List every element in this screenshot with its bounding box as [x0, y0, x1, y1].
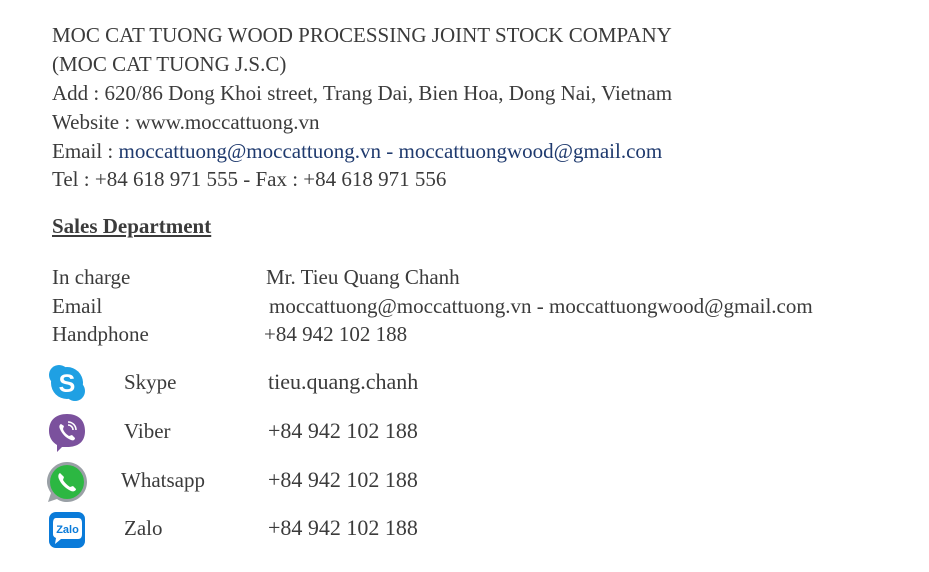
company-website[interactable]: Website : www.moccattuong.vn — [52, 110, 320, 134]
company-name: MOC CAT TUONG WOOD PROCESSING JOINT STOCK COMPANY — [52, 23, 672, 47]
zalo-icon — [47, 510, 87, 550]
company-short-name: (MOC CAT TUONG J.S.C) — [52, 52, 287, 76]
company-email-1[interactable]: moccattuong@moccattuong.vn — [118, 139, 382, 163]
company-email-line — [52, 138, 662, 164]
in-charge-value: Mr. Tieu Quang Chanh — [266, 265, 460, 289]
viber-icon — [47, 412, 87, 452]
handphone-value: +84 942 102 188 — [264, 322, 408, 346]
viber-value: +84 942 102 188 — [268, 418, 418, 443]
viber-label: Viber — [124, 419, 171, 443]
whatsapp-value: +84 942 102 188 — [268, 467, 418, 492]
company-address: Add : 620/86 Dong Khoi street, Trang Dai, Bien Hoa, Dong Nai, Vietnam — [52, 81, 673, 105]
handphone-label: Handphone — [52, 322, 149, 346]
company-email-2[interactable]: moccattuongwood@gmail.com — [398, 139, 663, 163]
sales-email-value[interactable]: moccattuong@moccattuong.vn - moccattuongwood@gmail.com — [269, 294, 813, 318]
svg-text:Zalo: Zalo — [56, 524, 79, 536]
skype-label: Skype — [124, 370, 177, 394]
company-phone-fax: Tel : +84 618 971 555 - Fax : +84 618 971 556 — [52, 167, 447, 191]
svg-text:S: S — [58, 370, 76, 398]
zalo-value: +84 942 102 188 — [268, 515, 418, 540]
whatsapp-label: Whatsapp — [121, 468, 205, 492]
whatsapp-icon — [45, 460, 89, 504]
sales-email-label: Email — [52, 294, 103, 318]
skype-icon — [47, 363, 87, 403]
sales-heading: Sales Department — [52, 214, 212, 238]
company-email-label: Email : — [52, 139, 114, 163]
company-email-separator: - — [386, 139, 394, 163]
skype-value: tieu.quang.chanh — [268, 369, 419, 394]
in-charge-label: In charge — [52, 265, 131, 289]
zalo-label: Zalo — [124, 516, 163, 540]
